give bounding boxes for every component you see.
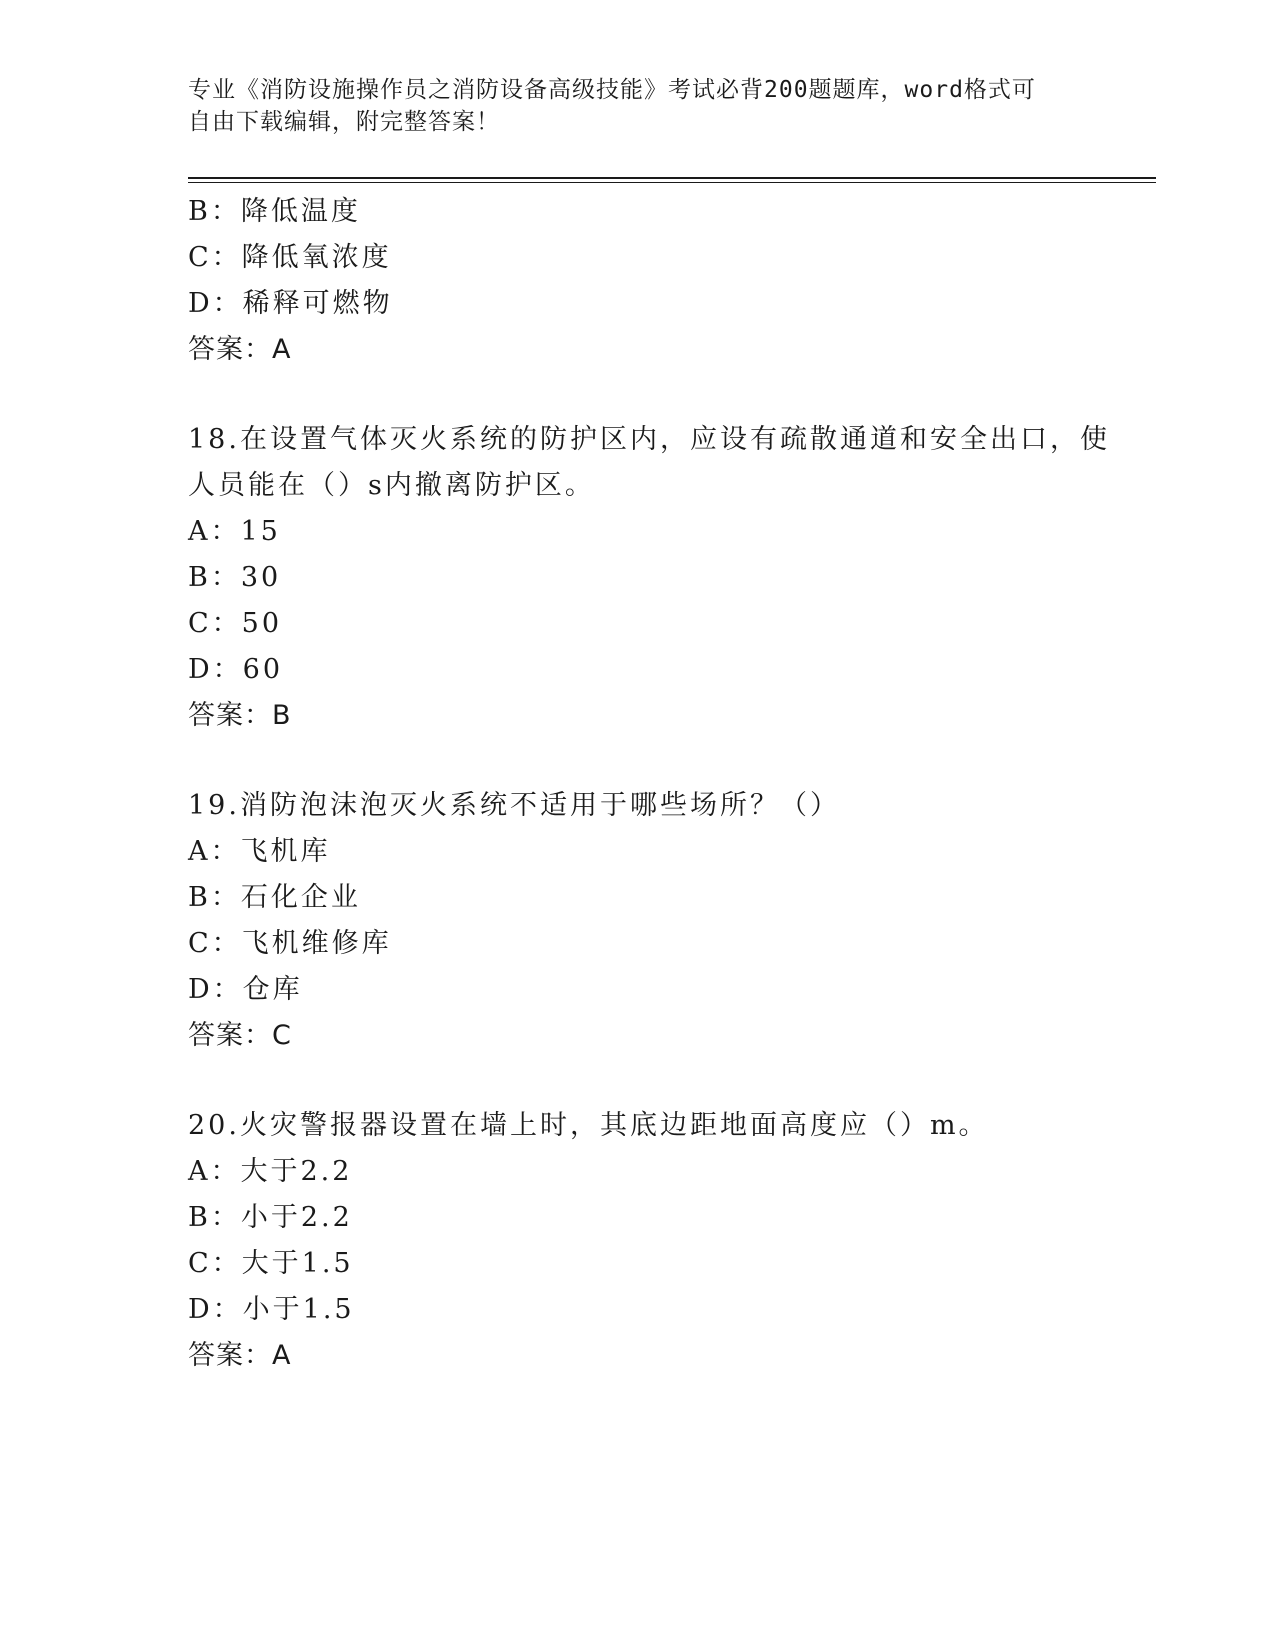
question-17-tail <box>188 189 1088 373</box>
answer-label: 答案：A <box>188 1340 292 1371</box>
header-divider-thick <box>188 177 1156 179</box>
spacer <box>188 1059 1088 1103</box>
option-c: C：大于1.5 <box>188 1248 354 1279</box>
spacer <box>188 739 1088 783</box>
answer-label: 答案：C <box>188 1020 292 1051</box>
document-header <box>188 74 1068 138</box>
question-content <box>188 189 1110 1379</box>
option-b: B：降低温度 <box>188 196 361 227</box>
option-b: B：30 <box>188 562 282 593</box>
question-stem-line-1: 18.在设置气体灭火系统的防护区内，应设有疏散通道和安全出口，使 <box>188 424 1110 455</box>
option-d: D：小于1.5 <box>188 1294 355 1325</box>
option-a: A：15 <box>188 516 281 547</box>
option-c: C：50 <box>188 608 283 639</box>
spacer <box>188 373 1088 417</box>
option-a: A：飞机库 <box>188 836 331 867</box>
header-title-line-1: 专业《消防设施操作员之消防设备高级技能》考试必背200题题库，word格式可 <box>188 77 1036 103</box>
option-d: D：稀释可燃物 <box>188 288 393 319</box>
option-b: B：石化企业 <box>188 882 361 913</box>
question-19 <box>188 783 1088 1059</box>
header-title-line-2: 自由下载编辑，附完整答案！ <box>188 109 500 135</box>
question-20 <box>188 1103 1088 1379</box>
option-c: C：飞机维修库 <box>188 928 392 959</box>
question-stem-line-2: 人员能在（）s内撤离防护区。 <box>188 470 595 501</box>
question-stem-line-1: 19.消防泡沫泡灭火系统不适用于哪些场所？（） <box>188 790 840 821</box>
answer-label: 答案：B <box>188 700 292 731</box>
option-b: B：小于2.2 <box>188 1202 353 1233</box>
option-d: D：仓库 <box>188 974 303 1005</box>
option-d: D：60 <box>188 654 284 685</box>
option-c: C：降低氧浓度 <box>188 242 392 273</box>
question-stem-line-1: 20.火灾警报器设置在墙上时，其底边距地面高度应（）m。 <box>188 1110 989 1141</box>
option-a: A：大于2.2 <box>188 1156 353 1187</box>
question-18 <box>188 417 1110 739</box>
answer-label: 答案：A <box>188 334 292 365</box>
header-divider-thin <box>188 182 1156 183</box>
